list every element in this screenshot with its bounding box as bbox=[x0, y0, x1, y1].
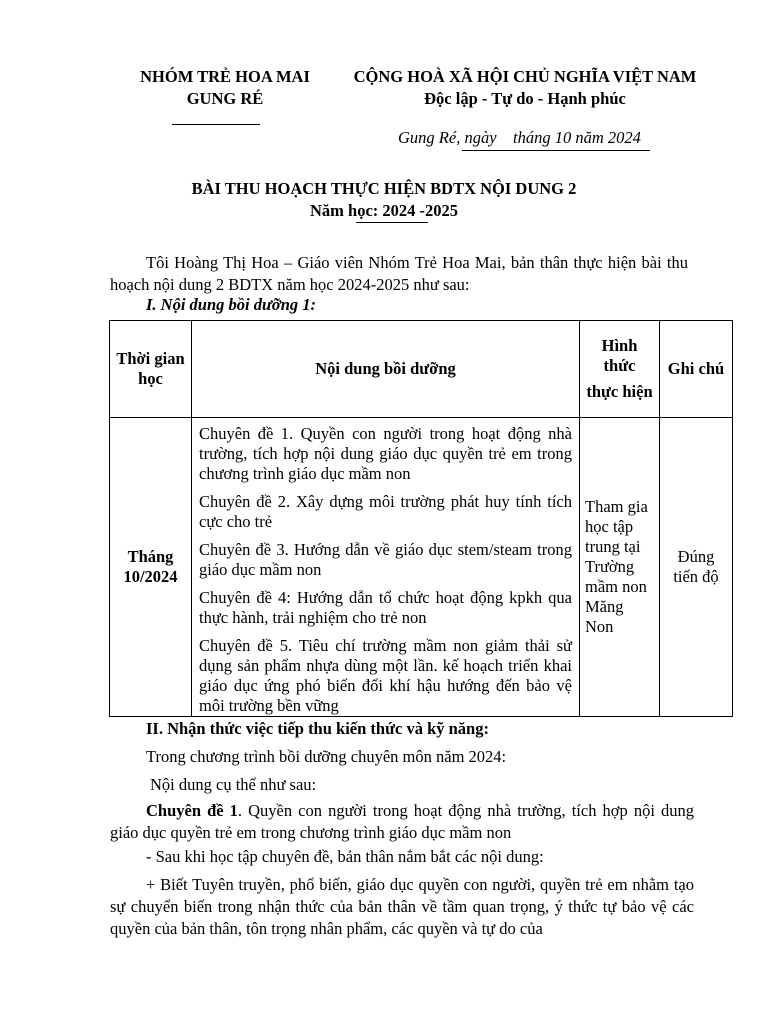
header-content: Nội dung bồi dưỡng bbox=[192, 321, 580, 418]
section2-heading: II. Nhận thức việc tiếp thu kiến thức và kỹ năng: bbox=[146, 719, 489, 738]
table-header-row bbox=[110, 321, 733, 418]
paragraph-topic1 bbox=[110, 800, 694, 844]
motto: Độc lập - Tự do - Hạnh phúc bbox=[424, 89, 626, 108]
national-motto bbox=[340, 66, 710, 110]
document-title bbox=[110, 178, 658, 222]
topic-4: Chuyên đề 4: Hướng dẫn tổ chức hoạt động kpkh qua thực hành, trải nghiệm cho trẻ non bbox=[199, 588, 572, 627]
topic-3: Chuyên đề 3. Hướng dẫn về giáo dục stem/steam trong giáo dục mầm non bbox=[199, 540, 572, 579]
paragraph-details: Nội dung cụ thể như sau: bbox=[150, 775, 317, 794]
cell-time: Tháng 10/2024 bbox=[110, 418, 192, 717]
paragraph-bullet: + Biết Tuyên truyền, phổ biến, giáo dục quyền con người, quyền trẻ em nhằm tạo sự chuyển biến trong nhận thức của bản thân về tầm quan trọng, ý thức tự bảo vệ các quyền của bản thân, tôn trọng nhân phẩm, các quyền và tự do của bbox=[110, 875, 694, 938]
table-row bbox=[110, 418, 733, 717]
date-underline bbox=[462, 150, 650, 151]
cell-note: Đúng tiến độ bbox=[660, 418, 733, 717]
paragraph-learned: - Sau khi học tập chuyên đề, bản thân nắm bắt các nội dung: bbox=[146, 847, 544, 866]
topic-2: Chuyên đề 2. Xây dựng môi trường phát huy tính tích cực cho trẻ bbox=[199, 492, 572, 531]
school-name bbox=[120, 66, 330, 110]
training-content-table bbox=[109, 320, 733, 717]
title-underline bbox=[356, 222, 428, 223]
title-line1: BÀI THU HOẠCH THỰC HIỆN BDTX NỘI DUNG 2 bbox=[191, 179, 577, 198]
header-method-line2: thực hiện bbox=[586, 382, 653, 401]
header-time: Thời gian học bbox=[110, 321, 192, 418]
topic-1: Chuyên đề 1. Quyền con người trong hoạt động nhà trường, tích hợp nội dung giáo dục quyền trẻ em trong chương trình giáo dục mầm non bbox=[199, 424, 572, 483]
section1-heading: I. Nội dung bồi dưỡng 1: bbox=[146, 295, 317, 314]
cell-method: Tham gia học tập trung tại Trường mầm non Măng Non bbox=[580, 418, 660, 717]
header-note: Ghi chú bbox=[660, 321, 733, 418]
intro-paragraph bbox=[110, 252, 688, 296]
title-line2: Năm học: 2024 -2025 bbox=[309, 201, 459, 220]
topic1-text: . Quyền con người trong hoạt động nhà trường, tích hợp nội dung giáo dục quyền trẻ em trong chương trình giáo dục mầm non bbox=[110, 801, 694, 842]
topic-5: Chuyên đề 5. Tiêu chí trường mầm non giảm thải sử dụng sản phẩm nhựa dùng một lần. kế hoạch triển khai giáo dục ứng phó biến đổi khí hậu hướng đến bảo vệ môi trường bền vững bbox=[199, 636, 572, 715]
header-method-line1: Hình thức bbox=[601, 336, 638, 375]
header-method bbox=[580, 321, 660, 418]
nation-name: CỘNG HOÀ XÃ HỘI CHỦ NGHĨA VIỆT NAM bbox=[353, 67, 697, 86]
paragraph-program: Trong chương trình bồi dưỡng chuyên môn năm 2024: bbox=[146, 747, 507, 766]
school-name-line2: GUNG RÉ bbox=[186, 89, 264, 108]
cell-topics bbox=[192, 418, 580, 717]
document-date: Gung Ré, ngày tháng 10 năm 2024 bbox=[398, 128, 641, 147]
topic1-label: Chuyên đề 1 bbox=[146, 801, 238, 820]
school-name-line1: NHÓM TRẺ HOA MAI bbox=[140, 67, 310, 86]
intro-text: Tôi Hoàng Thị Hoa – Giáo viên Nhóm Trẻ Hoa Mai, bản thân thực hiện bài thu hoạch nội dung 2 BDTX năm học 2024-2025 như sau: bbox=[110, 253, 688, 294]
school-name-underline bbox=[172, 124, 260, 125]
